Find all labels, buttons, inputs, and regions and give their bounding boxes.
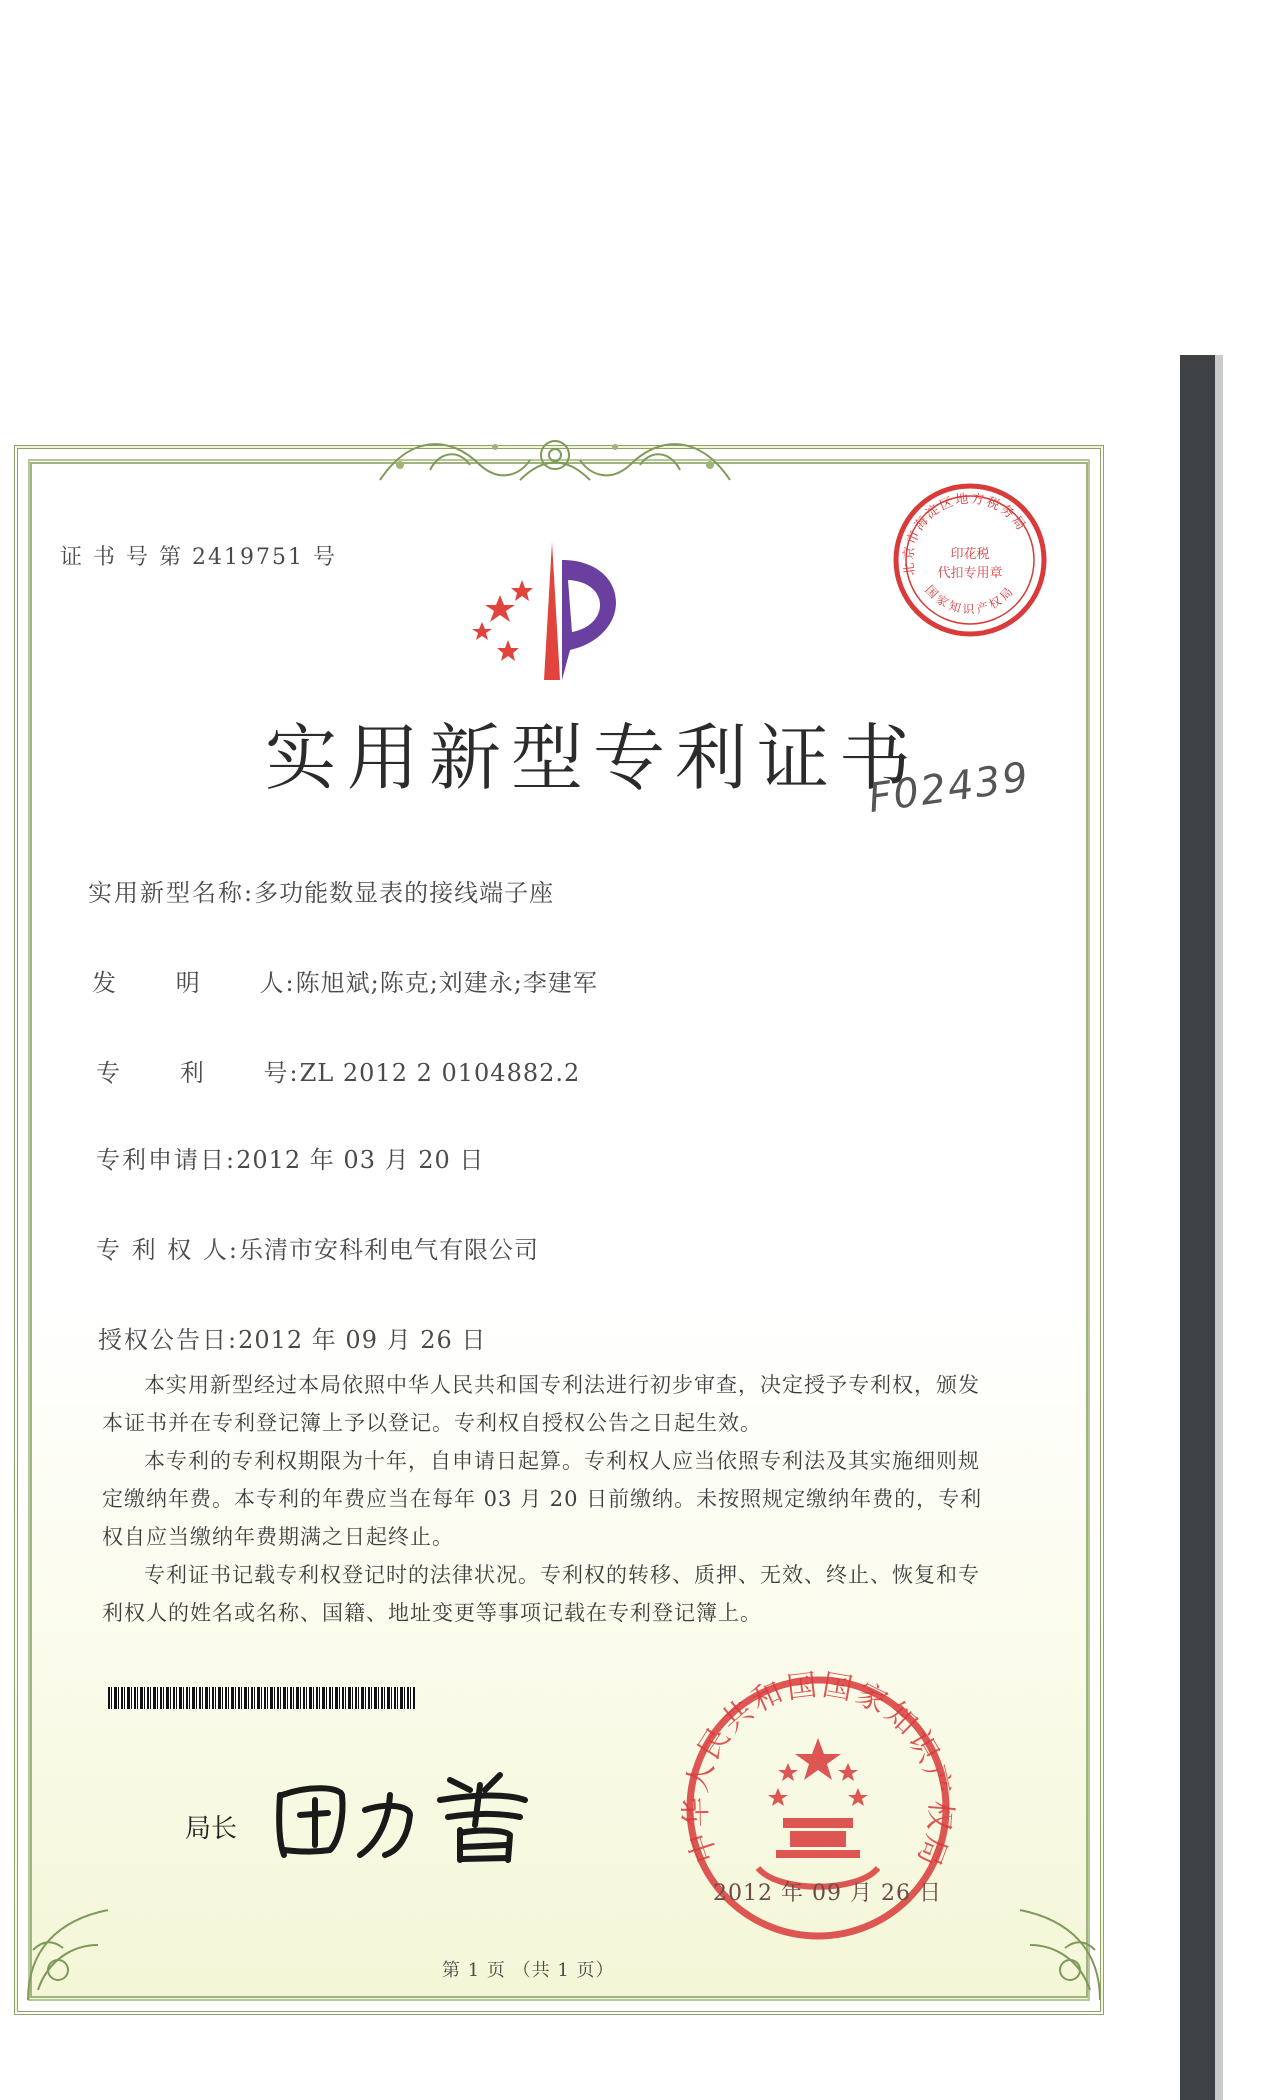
certificate-number-label: 证 书 号 第 — [60, 545, 183, 570]
handwritten-reference-note: F02439 — [865, 753, 1033, 823]
field-row-name — [88, 873, 554, 908]
field-value: ZL 2012 2 0104882.2 — [299, 1059, 581, 1087]
field-label: 专 利 权 人: — [96, 1236, 239, 1264]
field-row-announcement-date — [98, 1320, 486, 1355]
paragraph-grant: 本实用新型经过本局依照中华人民共和国专利法进行初步审查，决定授予专利权，颁发本证书并在专利登记簿上予以登记。专利权自授权公告之日起生效。 — [102, 1373, 980, 1435]
corner-ornament-left-icon — [18, 1890, 138, 2010]
paragraph-legal-status: 专利证书记载专利权登记时的法律状况。专利权的转移、质押、无效、终止、恢复和专利权人的姓名或名称、国籍、地址变更等事项记载在专利登记簿上。 — [102, 1563, 980, 1625]
field-row-inventors — [92, 963, 598, 998]
field-label: 发 明 人: — [92, 969, 296, 997]
field-value: 多功能数显表的接线端子座 — [254, 879, 555, 907]
scan-edge-highlight — [1215, 355, 1223, 2100]
field-label: 授权公告日: — [98, 1326, 239, 1354]
certificate-number-line — [60, 540, 337, 571]
field-label: 实用新型名称: — [88, 879, 255, 907]
patent-office-logo-icon — [460, 540, 650, 690]
svg-text:中华人民共和国国家知识产权局: 中华人民共和国国家知识产权局 — [678, 1668, 958, 1874]
field-value: 陈旭斌;陈克;刘建永;李建军 — [295, 969, 598, 997]
certificate-number: 2419751 — [191, 545, 304, 570]
scan-edge-strip — [1180, 355, 1215, 2100]
certificate-title: 实用新型专利证书 — [265, 716, 922, 800]
paragraph-term: 本专利的专利权期限为十年，自申请日起算。专利权人应当依照专利法及其实施细则规定缴纳年费。本专利的年费应当在每年 03 月 20 日前缴纳。未按照规定缴纳年费的，专利权自应当缴纳年费期满之日起终止。 — [102, 1449, 983, 1549]
field-row-patent-number — [96, 1053, 580, 1088]
svg-text:国家知识产权局: 国家知识产权局 — [922, 582, 1018, 617]
svg-text:印花税: 印花税 — [950, 547, 990, 562]
director-signature — [270, 1755, 540, 1875]
field-row-application-date — [96, 1140, 484, 1175]
field-value: 2012 年 03 月 20 日 — [236, 1146, 485, 1174]
top-ornament-icon — [370, 425, 740, 495]
svg-text:北京市海淀区地方税务局: 北京市海淀区地方税务局 — [901, 491, 1030, 577]
tax-stamp-seal — [890, 480, 1050, 640]
field-label: 专 利 号: — [96, 1059, 300, 1087]
page-indicator: 第 1 页 （共 1 页） — [442, 1960, 615, 1981]
field-row-patentee — [96, 1230, 539, 1265]
certificate-number-suffix: 号 — [312, 545, 337, 570]
field-value: 2012 年 09 月 26 日 — [238, 1326, 487, 1354]
seal-date: 2012 年 09 月 26 日 — [713, 1881, 942, 1906]
field-label: 专利申请日: — [96, 1146, 237, 1174]
svg-text:代扣专用章: 代扣专用章 — [937, 566, 1003, 581]
corner-ornament-right-icon — [990, 1890, 1110, 2010]
director-label: 局长 — [185, 1814, 238, 1844]
field-value: 乐清市安科利电气有限公司 — [238, 1236, 539, 1264]
barcode — [108, 1687, 415, 1709]
